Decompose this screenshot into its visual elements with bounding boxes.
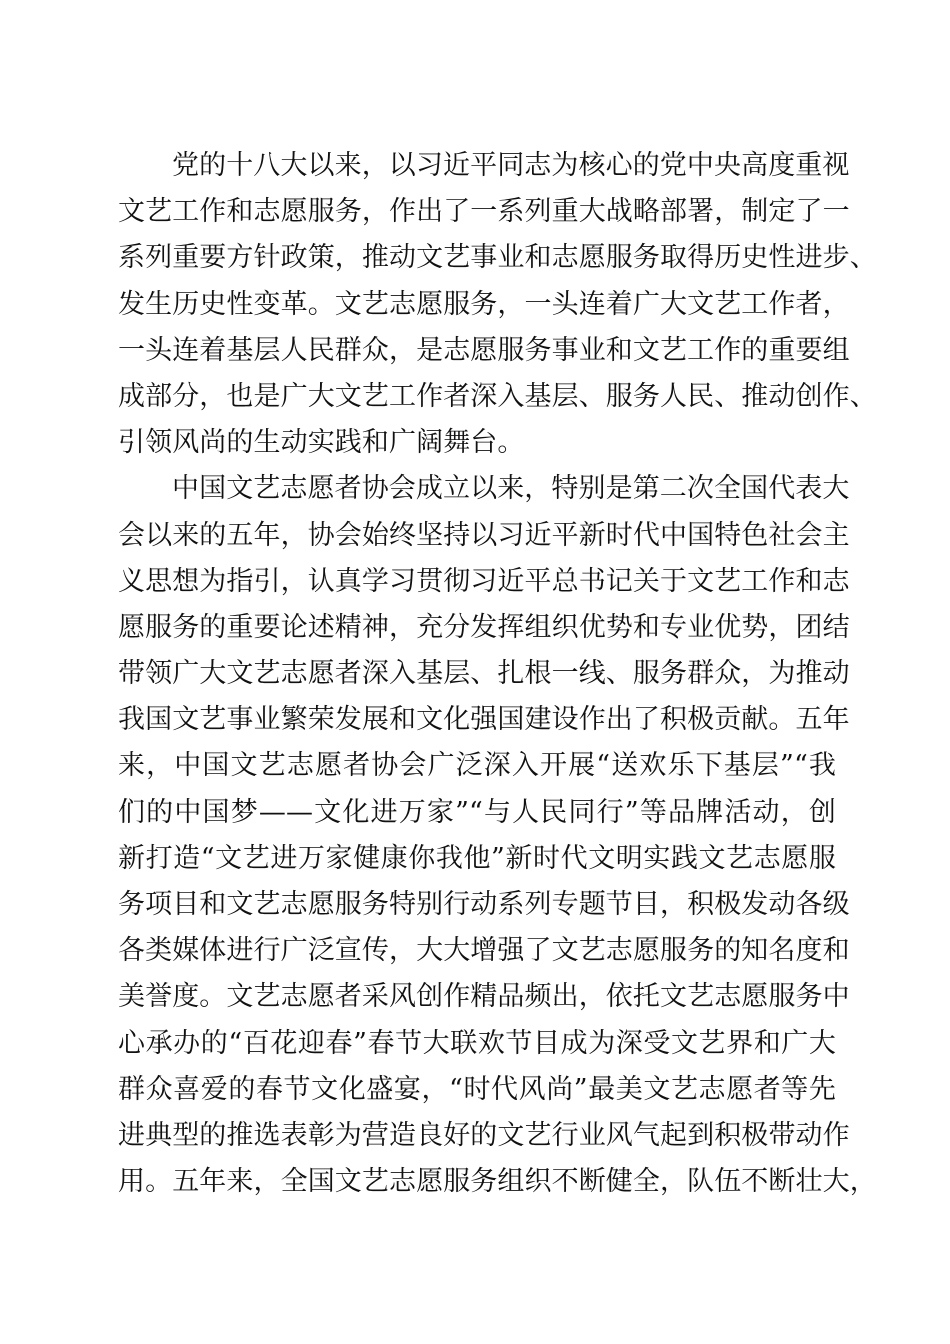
text-line: 义思想为指引，认真学习贯彻习近平总书记关于文艺工作和志 [118, 565, 850, 597]
text-line: 文艺工作和志愿服务，作出了一系列重大战略部署，制定了一 [118, 196, 850, 228]
text-line: 用。五年来，全国文艺志愿服务组织不断健全，队伍不断壮大， [118, 1166, 877, 1198]
text-line: 一头连着基层人民群众，是志愿服务事业和文艺工作的重要组 [118, 334, 850, 366]
text-line: 来，中国文艺志愿者协会广泛深入开展“送欢乐下基层”“我 [118, 750, 836, 782]
text-line: 引领风尚的生动实践和广阔舞台。 [118, 427, 525, 459]
paragraph-2 [118, 466, 877, 1205]
text-line: 群众喜爱的春节文化盛宴，“时代风尚”最美文艺志愿者等先 [118, 1073, 836, 1105]
text-line: 中国文艺志愿者协会成立以来，特别是第二次全国代表大 [172, 473, 850, 505]
text-line: 成部分，也是广大文艺工作者深入基层、服务人民、推动创作、 [118, 380, 877, 412]
text-line: 新打造“文艺进万家健康你我他”新时代文明实践文艺志愿服 [118, 842, 836, 874]
text-line: 们的中国梦——文化进万家”“与人民同行”等品牌活动，创 [118, 796, 836, 828]
text-line: 务项目和文艺志愿服务特别行动系列专题节目，积极发动各级 [118, 889, 850, 920]
text-line: 我国文艺事业繁荣发展和文化强国建设作出了积极贡献。五年 [118, 704, 850, 736]
text-line: 美誉度。文艺志愿者采风创作精品频出，依托文艺志愿服务中 [118, 981, 850, 1013]
paragraph-1 [118, 143, 877, 466]
text-line: 心承办的“百花迎春”春节大联欢节目成为深受文艺界和广大 [118, 1027, 836, 1059]
text-line: 系列重要方针政策，推动文艺事业和志愿服务取得历史性进步、 [118, 242, 877, 274]
text-line: 进典型的推选表彰为营造良好的文艺行业风气起到积极带动作 [118, 1119, 850, 1151]
text-line: 带领广大文艺志愿者深入基层、扎根一线、服务群众，为推动 [118, 658, 850, 690]
text-line: 各类媒体进行广泛宣传，大大增强了文艺志愿服务的知名度和 [118, 935, 850, 967]
text-line: 愿服务的重要论述精神，充分发挥组织优势和专业优势，团结 [118, 611, 850, 643]
text-line: 党的十八大以来，以习近平同志为核心的党中央高度重视 [172, 150, 850, 181]
document-body [118, 143, 877, 1205]
text-line: 会以来的五年，协会始终坚持以习近平新时代中国特色社会主 [118, 519, 850, 551]
text-line: 发生历史性变革。文艺志愿服务，一头连着广大文艺工作者， [118, 288, 850, 320]
